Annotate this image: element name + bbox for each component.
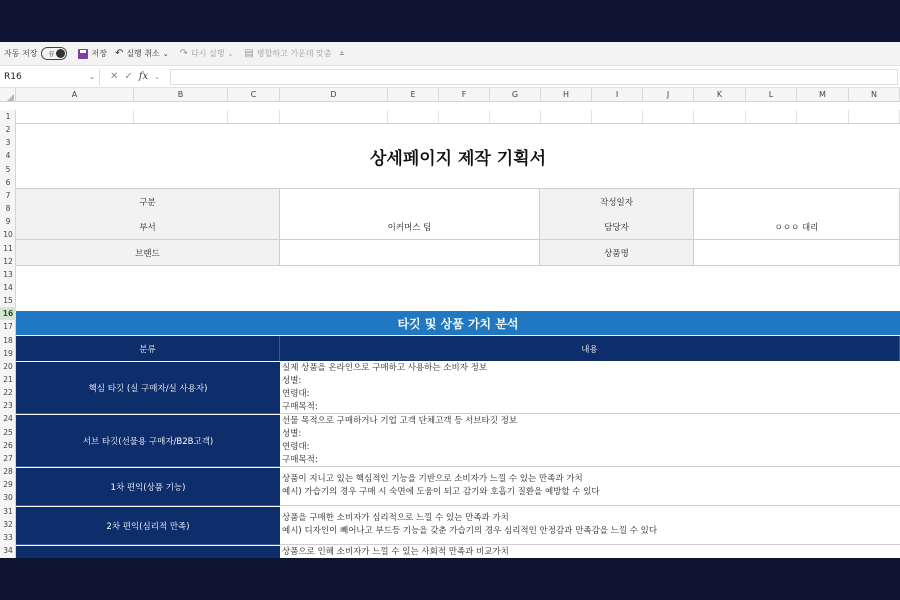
content-line: 실제 상품을 온라인으로 구매하고 사용하는 소비자 정보	[282, 363, 488, 373]
content-line: 예시) 가습기의 경우 구매 시 숙면에 도움이 되고 감기와 호흡기 질환을 예방할 수 있다	[282, 487, 600, 497]
table-header-row	[16, 336, 900, 361]
content-line: 연령대:	[282, 389, 310, 399]
quick-access-toolbar	[0, 42, 900, 66]
autosave-control[interactable]	[4, 47, 70, 60]
value-cell[interactable]	[694, 240, 900, 265]
row-headers	[0, 110, 16, 558]
row-header-1[interactable]: 1	[5, 112, 11, 121]
row-header-24[interactable]: 24	[3, 414, 13, 424]
grid-line	[540, 110, 541, 123]
toggle-knob-icon	[56, 49, 65, 58]
category-cell[interactable]: 서브 타깃(선물용 구매자/B2B고객)	[16, 415, 280, 467]
label-cell[interactable]: 작성일자	[540, 189, 694, 214]
row-header-12[interactable]: 12	[3, 256, 13, 266]
content-line: 구매목적:	[282, 402, 318, 412]
check-icon[interactable]: ✓	[124, 71, 133, 82]
column-header-h[interactable]: H	[541, 88, 592, 102]
column-header-f[interactable]: F	[439, 88, 490, 102]
content-line: 예시) 디자인이 빼어나고 부드등 기능을 갖춘 가습기의 경우 심리적인 안정감과 만족감을 느낄 수 있다	[282, 526, 658, 536]
chevron-down-icon[interactable]: ⌄	[154, 72, 160, 81]
redo-icon: ↷	[179, 48, 189, 59]
info-row[interactable]	[16, 214, 900, 240]
spreadsheet-window	[0, 42, 900, 558]
row-header-32[interactable]: 32	[3, 519, 13, 529]
grid-line	[693, 110, 694, 123]
content-cell[interactable]	[280, 507, 900, 545]
row-header-2[interactable]: 2	[5, 125, 11, 135]
autosave-toggle[interactable]	[41, 47, 67, 60]
label-cell[interactable]: 구분	[16, 189, 280, 214]
row-header-10[interactable]: 10	[3, 230, 13, 240]
save-button[interactable]	[78, 48, 106, 59]
value-cell[interactable]: 이커머스 팀	[280, 214, 540, 239]
row-header-6[interactable]: 6	[5, 177, 11, 187]
row-header-20[interactable]: 20	[3, 361, 13, 371]
row-header-7[interactable]: 7	[5, 190, 11, 200]
label-cell[interactable]: 부서	[16, 214, 280, 239]
function-icon[interactable]: fx	[138, 71, 149, 82]
content-line: 연령대:	[282, 442, 310, 452]
row-header-18[interactable]: 18	[3, 335, 13, 345]
save-icon	[78, 49, 88, 59]
row-header-30[interactable]: 30	[3, 493, 13, 503]
content-line: 선물 목적으로 구매하거나 기업 고객 단체고객 등 서브타깃 정보	[282, 416, 518, 426]
undo-button[interactable]	[115, 48, 172, 59]
row-header-8[interactable]: 8	[5, 204, 11, 214]
row-header-22[interactable]: 22	[3, 388, 13, 398]
undo-label: 실행 취소	[126, 49, 160, 58]
content-line: 상품이 지니고 있는 핵심적인 기능을 기반으로 소비자가 느낄 수 있는 만족과 가치	[282, 474, 583, 484]
row-header-13[interactable]: 13	[3, 269, 13, 279]
row-header-31[interactable]: 31	[3, 506, 13, 516]
row-header-27[interactable]: 27	[3, 453, 13, 463]
content-cell[interactable]	[280, 468, 900, 506]
grid-line	[279, 110, 280, 123]
column-headers	[0, 88, 900, 102]
autosave-label: 자동 저장	[4, 49, 38, 58]
redo-button[interactable]	[180, 48, 237, 59]
column-header-i[interactable]: I	[592, 88, 643, 102]
chevron-down-icon[interactable]: ⌄	[89, 72, 95, 81]
column-header-m[interactable]: M	[797, 88, 849, 102]
label-cell[interactable]: 브랜드	[16, 240, 280, 265]
sheet-title[interactable]: 상세페이지 제작 기획서	[16, 123, 900, 188]
cell-reference: R16	[4, 71, 22, 82]
formula-input[interactable]	[170, 69, 898, 85]
grid-line	[489, 110, 490, 123]
sheet-grid[interactable]	[16, 110, 900, 558]
category-cell[interactable]: 1차 편익(상품 기능)	[16, 468, 280, 506]
merge-center-button[interactable]	[244, 48, 331, 59]
row-header-23[interactable]: 23	[3, 401, 13, 411]
merge-label: 병합하고 가운데 맞춤	[256, 49, 332, 58]
column-header-e[interactable]: E	[388, 88, 439, 102]
value-cell[interactable]	[694, 189, 900, 214]
chevron-down-icon[interactable]: ⌄	[162, 49, 169, 58]
row-header-15[interactable]: 15	[3, 296, 13, 306]
content-line: 상품을 구매한 소비자가 심리적으로 느낄 수 있는 만족과 가치	[282, 513, 509, 523]
header-category[interactable]: 분류	[16, 336, 280, 361]
row-header-29[interactable]: 29	[3, 480, 13, 490]
row-header-3[interactable]: 3	[5, 138, 11, 148]
grid-line	[438, 110, 439, 123]
row-header-25[interactable]: 25	[3, 427, 13, 437]
info-row[interactable]	[16, 188, 900, 214]
row-header-19[interactable]: 19	[3, 348, 13, 358]
save-label: 저장	[91, 49, 107, 58]
row-header-16[interactable]: 16	[0, 307, 16, 320]
grid-line	[387, 110, 388, 123]
grid-line	[848, 110, 849, 123]
column-header-c[interactable]: C	[228, 88, 280, 102]
row-header-21[interactable]: 21	[3, 375, 13, 384]
content-line: 성별:	[282, 429, 302, 439]
grid-line	[642, 110, 643, 123]
column-header-k[interactable]: K	[694, 88, 746, 102]
info-row[interactable]	[16, 240, 900, 266]
formula-actions	[100, 71, 170, 82]
content-line: 상품으로 인해 소비자가 느낄 수 있는 사회적 만족과 비교가치	[282, 547, 509, 557]
value-cell[interactable]	[280, 240, 540, 265]
column-header-n[interactable]: N	[849, 88, 900, 102]
column-header-a[interactable]: A	[16, 88, 134, 102]
column-header-l[interactable]: L	[746, 88, 797, 102]
select-all-corner[interactable]	[0, 88, 16, 102]
autosave-state: 끔	[48, 51, 55, 58]
grid-line	[227, 110, 228, 123]
cancel-icon[interactable]: ✕	[110, 71, 119, 82]
grid-line	[591, 110, 592, 123]
row-header-17[interactable]: 17	[3, 322, 13, 332]
column-header-b[interactable]: B	[134, 88, 228, 102]
undo-icon: ↶	[114, 48, 124, 59]
row-header-26[interactable]: 26	[3, 440, 13, 450]
category-cell[interactable]: 핵심 타깃 (실 구매자/실 사용자)	[16, 362, 280, 414]
grid-line	[796, 110, 797, 123]
formula-bar	[0, 66, 900, 88]
content-line: 구매목적:	[282, 455, 318, 465]
customize-dropdown-icon: ⩡	[339, 48, 345, 58]
label-cell[interactable]: 상품명	[540, 240, 694, 265]
taskbar-area	[0, 558, 900, 600]
customize-toolbar-button[interactable]	[340, 49, 348, 59]
grid-line	[133, 110, 134, 123]
value-cell[interactable]	[280, 189, 540, 214]
name-box[interactable]	[0, 69, 100, 85]
row-header-5[interactable]: 5	[5, 164, 11, 174]
row-header-34[interactable]: 34	[3, 545, 13, 555]
category-cell[interactable]: 2차 편익(심리적 만족)	[16, 507, 280, 545]
header-content[interactable]: 내용	[280, 336, 900, 361]
row-header-14[interactable]: 14	[3, 282, 13, 292]
redo-label: 다시 실행	[191, 49, 225, 58]
grid-line	[745, 110, 746, 123]
merge-cells-icon: ▤	[244, 48, 254, 59]
content-cell[interactable]	[280, 362, 900, 414]
row-header-9[interactable]: 9	[5, 217, 11, 227]
row-header-11[interactable]: 11	[3, 243, 13, 253]
column-header-j[interactable]: J	[643, 88, 694, 102]
chevron-down-icon[interactable]: ⌄	[227, 49, 234, 58]
row-header-28[interactable]: 28	[3, 467, 13, 477]
column-header-d[interactable]: D	[280, 88, 388, 102]
row-header-4[interactable]: 4	[5, 151, 11, 161]
row-header-33[interactable]: 33	[3, 532, 13, 542]
value-cell[interactable]: ㅇㅇㅇ 대리	[694, 214, 900, 239]
content-cell[interactable]	[280, 415, 900, 467]
label-cell[interactable]: 담당자	[540, 214, 694, 239]
section-title[interactable]: 타깃 및 상품 가치 분석	[16, 311, 900, 335]
column-header-g[interactable]: G	[490, 88, 541, 102]
content-line: 성별:	[282, 376, 302, 386]
